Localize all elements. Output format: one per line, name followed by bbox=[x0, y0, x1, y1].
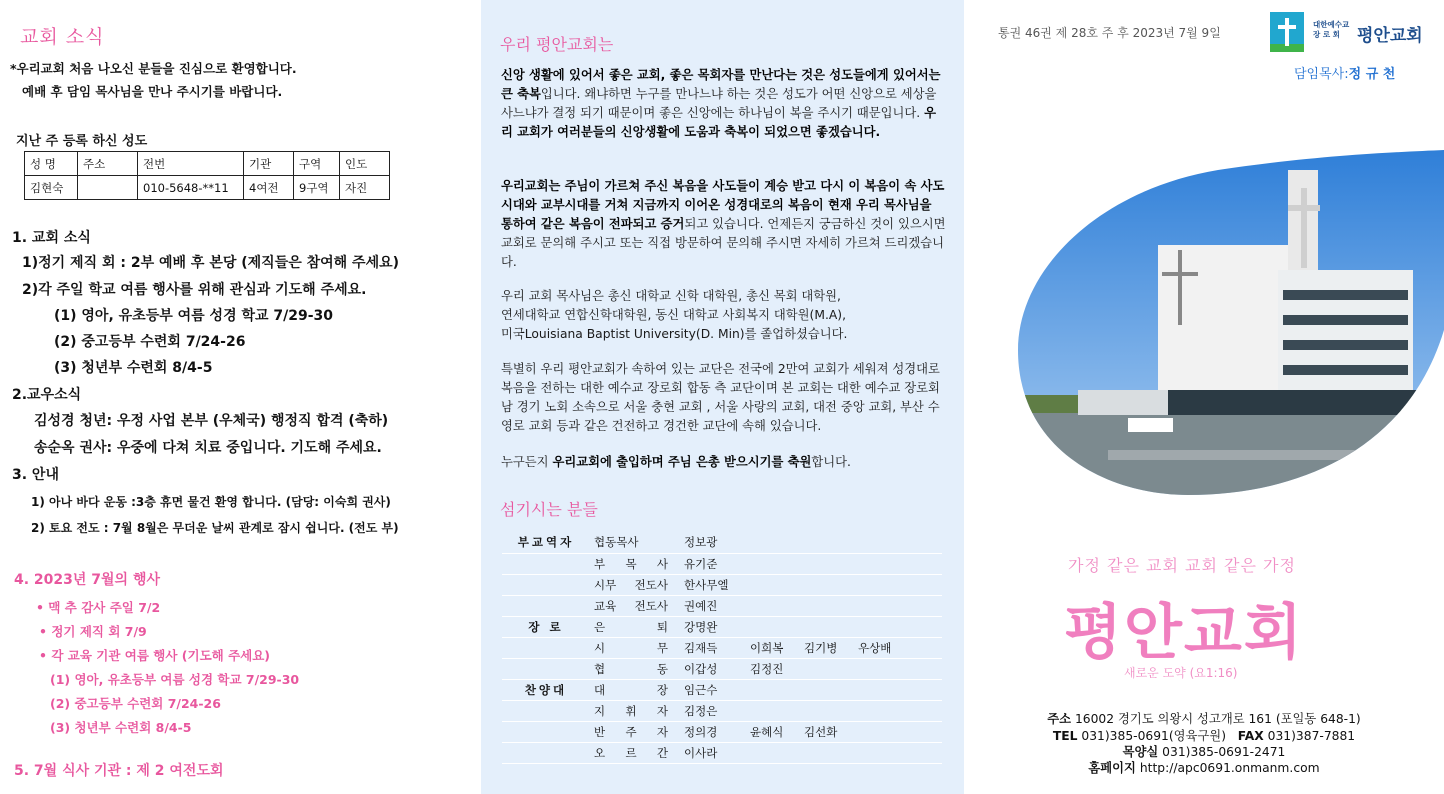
staff-name-3 bbox=[800, 532, 854, 553]
about-paragraph-2-text: 되고 있습니다. 언제든지 궁금하신 것이 있으시면 교회로 문의해 주시고 또는 직접 방문하여 문의해 주시면 자세히 가르쳐 드리겠습니다. bbox=[501, 217, 946, 269]
staff-position: 부 목 사 bbox=[590, 553, 680, 574]
staff-name-3 bbox=[800, 679, 854, 700]
table-row bbox=[502, 595, 942, 616]
cell-guide: 자진 bbox=[340, 176, 390, 200]
issue-info: 통권 46권 제 28호 주 후 2023년 7월 9일 bbox=[998, 26, 1221, 40]
staff-role-group bbox=[502, 742, 590, 763]
cover-column bbox=[964, 0, 1444, 794]
section-4-item-3: • 각 교육 기관 여름 행사 (기도해 주세요) bbox=[39, 648, 271, 663]
section-5-heading: 5. 7월 식사 기관 : 제 2 여전도회 bbox=[14, 763, 224, 779]
about-paragraph-5-start: 누구든지 bbox=[501, 455, 553, 469]
staff-name-3 bbox=[800, 595, 854, 616]
staff-name-3 bbox=[800, 553, 854, 574]
staff-name-4 bbox=[854, 532, 942, 553]
staff-name-2 bbox=[746, 742, 800, 763]
table-row bbox=[502, 742, 942, 763]
pastor-office-value: 031)385-0691-2471 bbox=[1162, 745, 1286, 759]
tel-label: TEL bbox=[1052, 729, 1078, 743]
header-guide: 인도 bbox=[340, 152, 390, 176]
staff-position: 오 르 간 bbox=[590, 742, 680, 763]
header-address: 주소 bbox=[78, 152, 138, 176]
staff-role-group bbox=[502, 553, 590, 574]
welcome-line-1: *우리교회 처음 나오신 분들을 진심으로 환영합니다. bbox=[10, 61, 297, 76]
pastor-office-label: 목양실 bbox=[1122, 745, 1159, 759]
about-paragraph-1 bbox=[501, 66, 947, 142]
staff-role-group bbox=[502, 574, 590, 595]
staff-name-3: 김기병 bbox=[800, 637, 854, 658]
church-logo-icon bbox=[1270, 12, 1304, 52]
about-paragraph-4: 특별히 우리 평안교회가 속하여 있는 교단은 전국에 2만여 교회가 세워져 성경대로 복음을 전하는 대한 예수교 장로회 합동 측 교단이며 본 교회는 대한 예수교 장로회 남 경기 노회 소속으로 서울 충현 교회 , 서울 사랑의 교회, 대전 중앙 교회, 부산 수 영로 교회 등과 같은 건전하고 경건한 교단에 속해 있습니다. bbox=[501, 362, 940, 433]
section-1-sub-3: (3) 청년부 수련회 8/4-5 bbox=[54, 360, 213, 376]
staff-position: 은 퇴 bbox=[590, 616, 680, 637]
section-2-item-2: 송순옥 권사: 우중에 다쳐 치료 중입니다. 기도해 주세요. bbox=[34, 440, 382, 456]
table-row bbox=[502, 700, 942, 721]
staff-name-4 bbox=[854, 700, 942, 721]
cell-group: 4여전 bbox=[244, 176, 294, 200]
theme-verse: 새로운 도약 (요1:16) bbox=[1124, 666, 1238, 680]
pastor-education-line-2: 연세대학교 연합신학대학원, 동신 대학교 사회복지 대학원(M.A), bbox=[501, 308, 846, 322]
staff-name-2 bbox=[746, 574, 800, 595]
staff-role-group bbox=[502, 700, 590, 721]
staff-name-2 bbox=[746, 532, 800, 553]
staff-position: 협 동 bbox=[590, 658, 680, 679]
staff-role-group: 부교역자 bbox=[502, 532, 590, 553]
header-name: 성 명 bbox=[25, 152, 78, 176]
denomination-line-1: 대한예수교 bbox=[1313, 20, 1350, 29]
section-4-item-2: • 정기 제직 회 7/9 bbox=[39, 624, 147, 639]
staff-name-3 bbox=[800, 700, 854, 721]
staff-name-4 bbox=[854, 658, 942, 679]
about-paragraph-1-bold-2: 우리 교회가 여러분들의 신앙생활에 도움과 축복이 되었으면 좋겠습니다. bbox=[501, 106, 937, 139]
section-1-item-1: 1)정기 제직 회 : 2부 예배 후 본당 (제직들은 참여해 주세요) bbox=[22, 255, 400, 271]
section-4-item-1: • 맥 추 감사 주일 7/2 bbox=[36, 600, 161, 615]
staff-table bbox=[502, 532, 942, 764]
table-row bbox=[502, 637, 942, 658]
church-news-column bbox=[0, 0, 470, 794]
cell-district: 9구역 bbox=[294, 176, 340, 200]
church-name-title: 평안교회 bbox=[1064, 598, 1304, 668]
staff-name-2 bbox=[746, 595, 800, 616]
staff-position: 협동목사 bbox=[590, 532, 680, 553]
denomination-label bbox=[1313, 20, 1349, 40]
table-row bbox=[502, 553, 942, 574]
section-2-heading: 2.교우소식 bbox=[12, 387, 82, 403]
staff-name-2: 윤혜식 bbox=[746, 721, 800, 742]
section-1-sub-1: (1) 영아, 유초등부 여름 성경 학교 7/29-30 bbox=[54, 308, 334, 324]
staff-name-2 bbox=[746, 700, 800, 721]
address-line bbox=[964, 711, 1444, 728]
table-row bbox=[502, 574, 942, 595]
section-4-sub-3: (3) 청년부 수련회 8/4-5 bbox=[50, 720, 192, 735]
registered-caption: 지난 주 등록 하신 성도 bbox=[16, 134, 148, 149]
about-paragraph-1-text: 입니다. 왜냐하면 누구를 만나느냐 하는 것은 성도가 어떤 신앙으로 세상을 사느냐가 결정 되기 때문이며 좋은 신앙에는 하나님이 복을 주시기 때문입니다. bbox=[501, 87, 937, 120]
staff-name-1: 한사무엘 bbox=[680, 574, 746, 595]
staff-name-4 bbox=[854, 616, 942, 637]
staff-position: 지 휘 자 bbox=[590, 700, 680, 721]
fax-label: FAX bbox=[1237, 729, 1264, 743]
staff-role-group: 찬양대 bbox=[502, 679, 590, 700]
fax-value: 031)387-7881 bbox=[1267, 729, 1356, 743]
staff-name-1: 유기준 bbox=[680, 553, 746, 574]
table-header-row bbox=[25, 152, 390, 176]
about-paragraph-5 bbox=[501, 453, 947, 472]
section-4-sub-1: (1) 영아, 유초등부 여름 성경 학교 7/29-30 bbox=[50, 672, 300, 687]
section-3-item-2: 2) 토요 전도 : 7월 8월은 무더운 날씨 관계로 잠시 쉽니다. (전도 부) bbox=[31, 521, 399, 535]
staff-name-1: 이사라 bbox=[680, 742, 746, 763]
about-paragraph-5-bold: 우리교회에 출입하며 주님 은총 받으시기를 축원 bbox=[552, 455, 812, 469]
section-4-heading: 4. 2023년 7월의 행사 bbox=[14, 572, 161, 588]
staff-name-4: 우상배 bbox=[854, 637, 942, 658]
cell-phone: 010-5648-**11 bbox=[138, 176, 244, 200]
staff-name-1: 정의경 bbox=[680, 721, 746, 742]
section-1-heading: 1. 교회 소식 bbox=[12, 230, 91, 246]
table-row bbox=[502, 721, 942, 742]
staff-name-4 bbox=[854, 574, 942, 595]
church-slogan: 가정 같은 교회 교회 같은 가정 bbox=[1068, 556, 1296, 575]
about-paragraph-5-end: 합니다. bbox=[811, 455, 851, 469]
senior-pastor-label: 담임목사: bbox=[1294, 67, 1349, 82]
staff-name-2 bbox=[746, 616, 800, 637]
staff-name-2: 이희복 bbox=[746, 637, 800, 658]
about-paragraph-2-bold: 우리교회는 주님이 가르쳐 주신 복음을 사도들이 계승 받고 다시 이 복음이 속 사도시대와 교부시대를 거쳐 지금까지 이어온 성경대로의 복음이 현재 우리 목사님을 통하여 같은 복음이 전파되고 증거 bbox=[501, 179, 945, 231]
staff-position: 반 주 자 bbox=[590, 721, 680, 742]
staff-name-3 bbox=[800, 658, 854, 679]
about-paragraph-3 bbox=[501, 287, 947, 344]
church-building-photo bbox=[1018, 150, 1444, 495]
header-district: 구역 bbox=[294, 152, 340, 176]
about-church-column bbox=[481, 0, 964, 794]
staff-name-4 bbox=[854, 679, 942, 700]
staff-role-group bbox=[502, 637, 590, 658]
header-phone: 전번 bbox=[138, 152, 244, 176]
pastor-education-line-1: 우리 교회 목사님은 총신 대학교 신학 대학원, 총신 목회 대학원, bbox=[501, 289, 841, 303]
table-row bbox=[502, 532, 942, 553]
address-value: 16002 경기도 의왕시 성고개로 161 (포일동 648-1) bbox=[1074, 712, 1361, 726]
about-paragraph-2 bbox=[501, 177, 947, 272]
pastor-office-line bbox=[964, 744, 1444, 761]
staff-name-4 bbox=[854, 721, 942, 742]
table-row bbox=[25, 176, 390, 200]
staff-role-group: 장 로 bbox=[502, 616, 590, 637]
senior-pastor-name: 정 규 천 bbox=[1348, 67, 1396, 82]
staff-role-group bbox=[502, 658, 590, 679]
section-1-item-2: 2)각 주일 학교 여름 행사를 위해 관심과 기도해 주세요. bbox=[22, 282, 367, 298]
staff-title: 섬기시는 분들 bbox=[500, 500, 598, 519]
table-row bbox=[502, 616, 942, 637]
staff-name-4 bbox=[854, 553, 942, 574]
section-1-sub-2: (2) 중고등부 수련회 7/24-26 bbox=[54, 334, 246, 350]
staff-name-3 bbox=[800, 742, 854, 763]
phone-line bbox=[964, 728, 1444, 745]
staff-position: 시 무 bbox=[590, 637, 680, 658]
welcome-line-2: 예배 후 담임 목사님을 만나 주시기를 바랍니다. bbox=[22, 84, 283, 99]
staff-name-1: 권예진 bbox=[680, 595, 746, 616]
homepage-link[interactable]: http://apc0691.onmanm.com bbox=[1139, 761, 1320, 775]
about-church-title: 우리 평안교회는 bbox=[500, 35, 614, 54]
address-label: 주소 bbox=[1047, 712, 1072, 726]
senior-pastor bbox=[1294, 63, 1395, 82]
staff-position: 교육 전도사 bbox=[590, 595, 680, 616]
staff-name-4 bbox=[854, 742, 942, 763]
staff-name-1: 김재득 bbox=[680, 637, 746, 658]
staff-name-3: 김선화 bbox=[800, 721, 854, 742]
staff-name-1: 정보광 bbox=[680, 532, 746, 553]
staff-name-1: 임근수 bbox=[680, 679, 746, 700]
table-row bbox=[502, 679, 942, 700]
staff-name-3 bbox=[800, 574, 854, 595]
staff-role-group bbox=[502, 721, 590, 742]
cell-address bbox=[78, 176, 138, 200]
staff-position: 시무 전도사 bbox=[590, 574, 680, 595]
denomination-line-2: 장 로 회 bbox=[1313, 30, 1340, 39]
staff-name-2 bbox=[746, 679, 800, 700]
section-4-sub-2: (2) 중고등부 수련회 7/24-26 bbox=[50, 696, 221, 711]
section-3-heading: 3. 안내 bbox=[12, 467, 59, 483]
header-group: 기관 bbox=[244, 152, 294, 176]
homepage-line bbox=[964, 760, 1444, 777]
staff-name-4 bbox=[854, 595, 942, 616]
registered-members-table bbox=[24, 151, 390, 200]
staff-position: 대 장 bbox=[590, 679, 680, 700]
homepage-label: 홈페이지 bbox=[1088, 761, 1136, 775]
section-3-item-1: 1) 아나 바다 운동 :3층 휴면 물건 환영 합니다. (담당: 이숙희 권사) bbox=[31, 495, 391, 509]
about-paragraph-1-bold: 신앙 생활에 있어서 좋은 교회, 좋은 목회자를 만난다는 것은 성도들에게 있어서는 큰 축복 bbox=[501, 68, 941, 101]
staff-name-1: 이갑성 bbox=[680, 658, 746, 679]
church-news-title: 교회 소식 bbox=[20, 26, 105, 48]
tel-value: 031)385-0691(영육구원) bbox=[1081, 729, 1226, 743]
church-name-logo: 평안교회 bbox=[1357, 26, 1423, 46]
table-row bbox=[502, 658, 942, 679]
staff-role-group bbox=[502, 595, 590, 616]
staff-name-3 bbox=[800, 616, 854, 637]
staff-name-2: 김정진 bbox=[746, 658, 800, 679]
cell-name: 김현숙 bbox=[25, 176, 78, 200]
staff-name-2 bbox=[746, 553, 800, 574]
pastor-education-line-3: 미국Louisiana Baptist University(D. Min)를 졸업하셨습니다. bbox=[501, 327, 848, 341]
staff-name-1: 김정은 bbox=[680, 700, 746, 721]
section-2-item-1: 김성경 청년: 우정 사업 본부 (우체국) 행정직 합격 (축하) bbox=[34, 413, 389, 429]
staff-name-1: 강명완 bbox=[680, 616, 746, 637]
